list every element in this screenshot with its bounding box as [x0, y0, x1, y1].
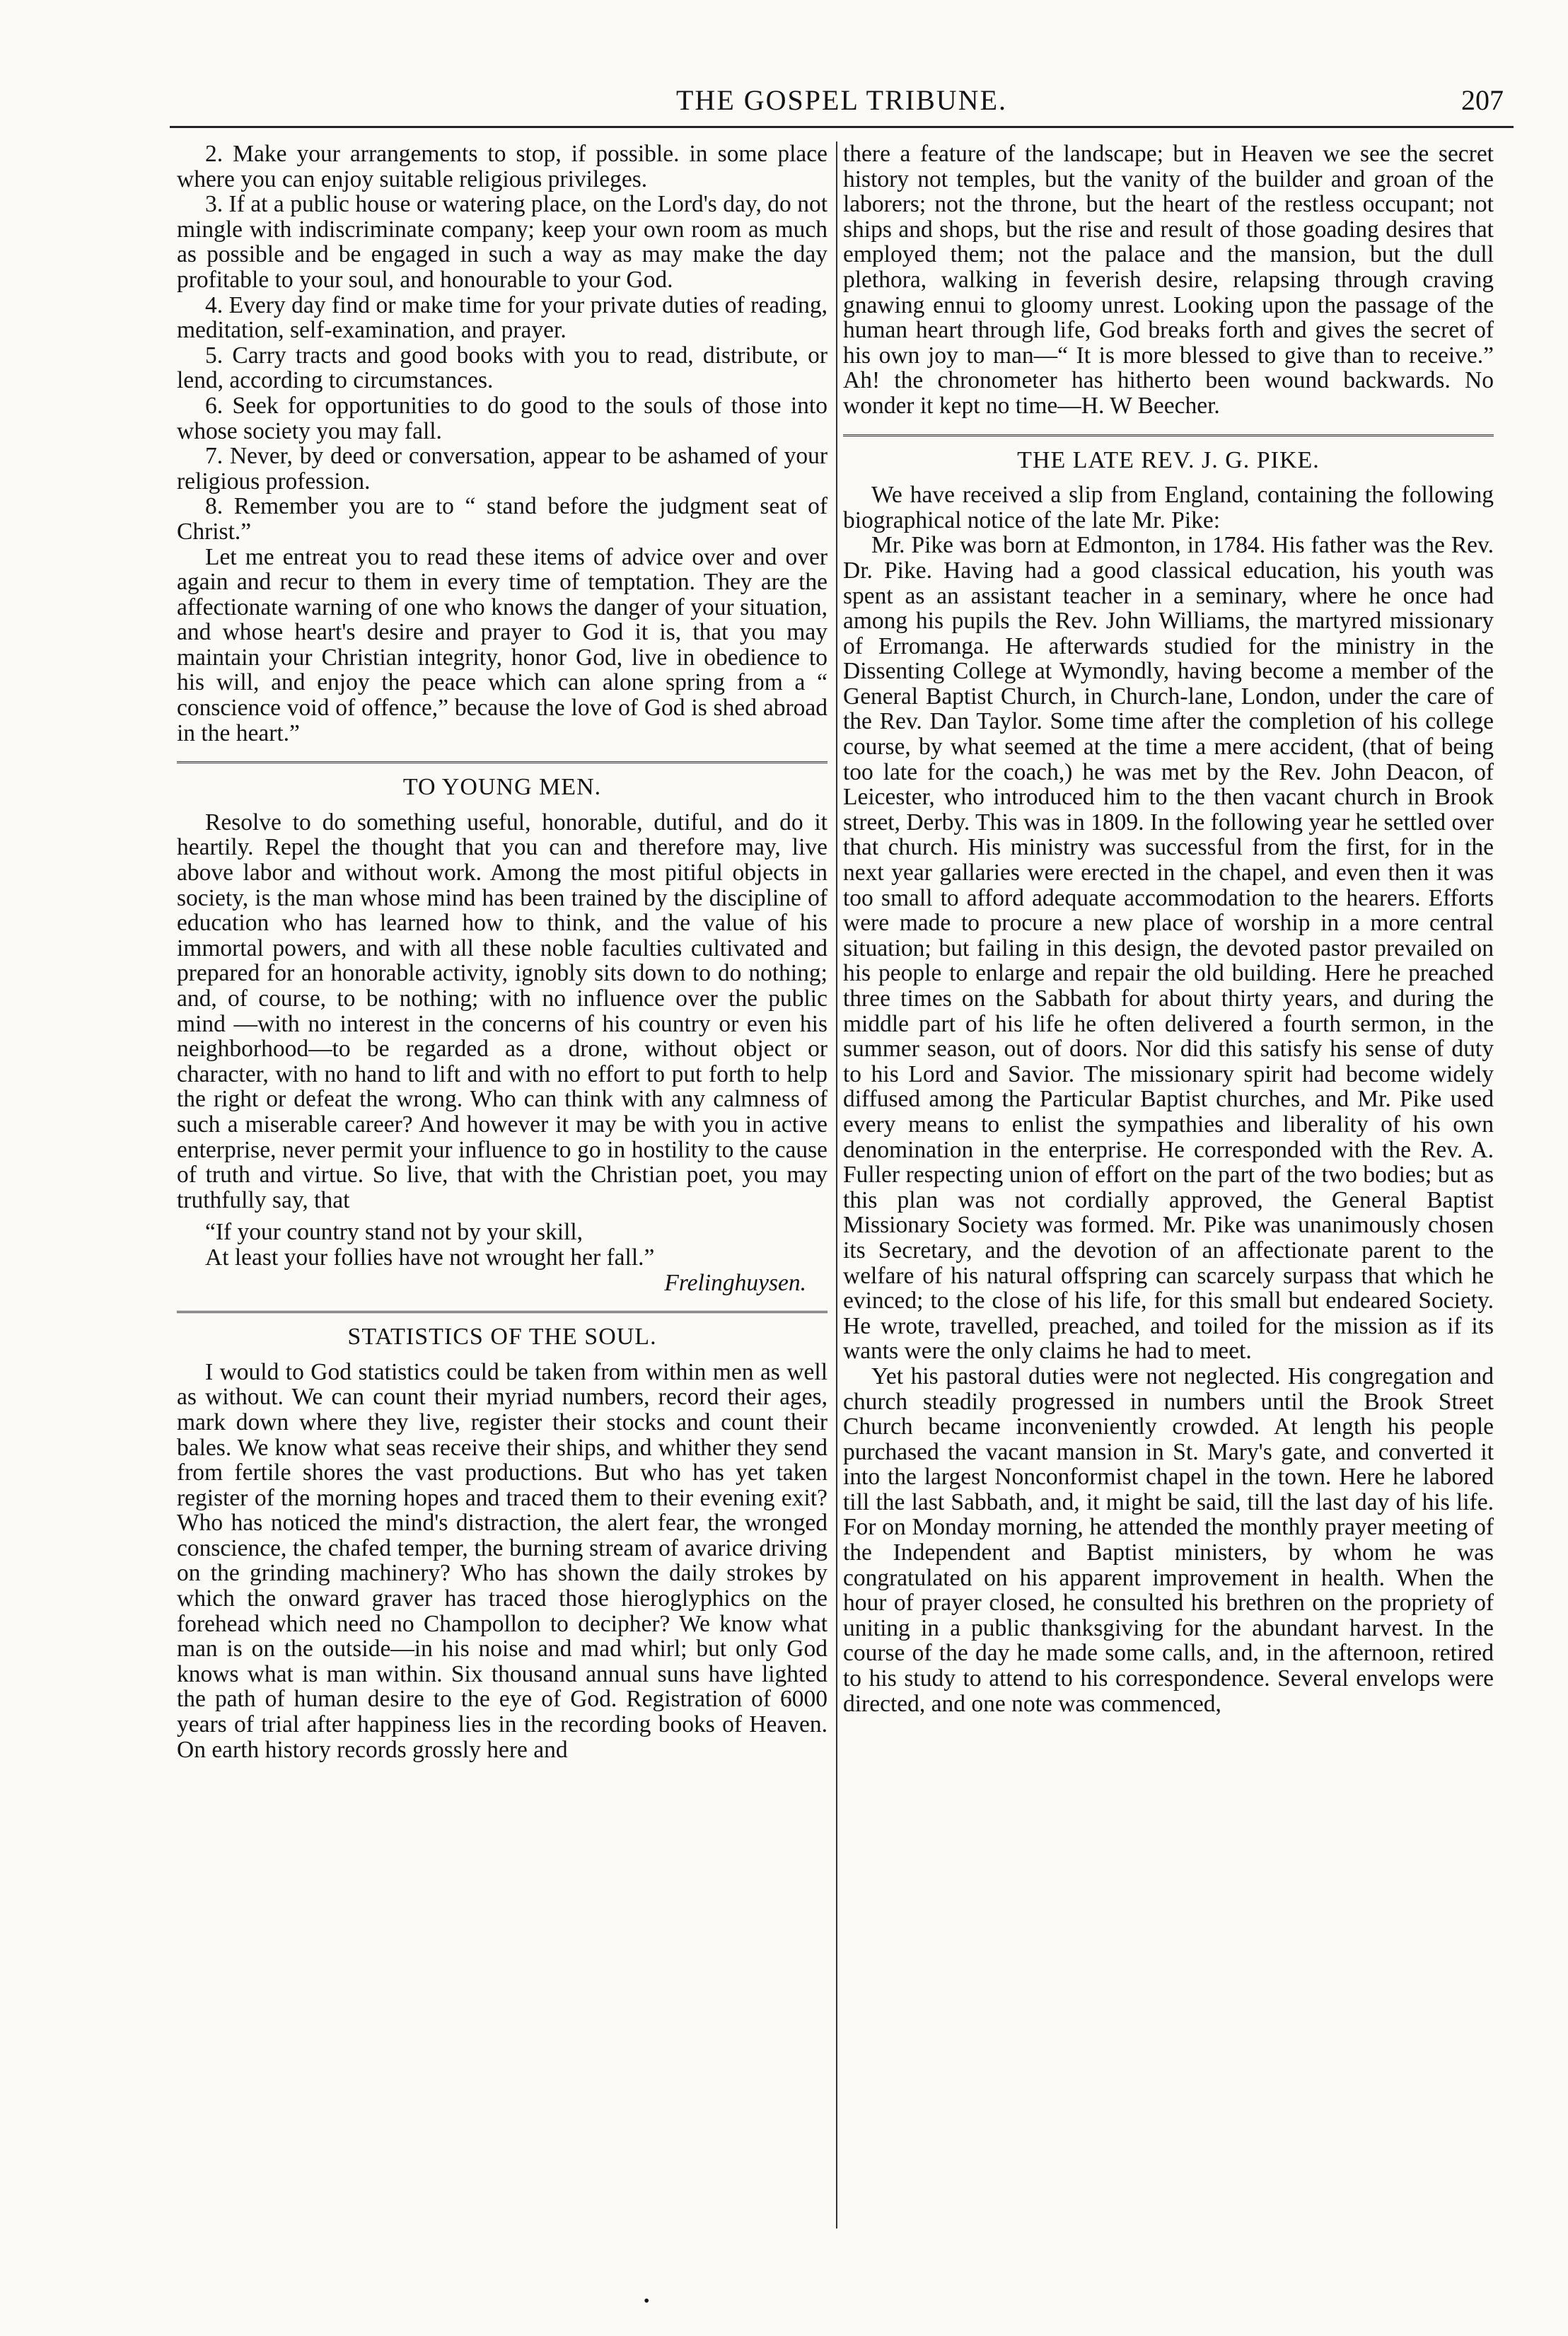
- list-item: 2. Make your arrangements to stop, if possible. in some place where you can enjoy suitable religious privileges.: [177, 141, 827, 192]
- article-body-pike: Mr. Pike was born at Edmonton, in 1784. His father was the Rev. Dr. Pike. Having had a good classical education, his youth was spent as an assistant teacher in a seminary, where he once had among his pupils the Rev. John Williams, the martyred missionary of Erromanga. He afterwards studied for the ministry in the Dissenting College at Wymondly, having become a member of the General Baptist Church, in Church-lane, London, under the care of the Rev. Dan Taylor. Some time after the completion of his college course, by what seemed at the time a mere accident, (that of being too late for the coach,) he was met by the Rev. John Deacon, of Leicester, who introduced him to the then vacant church in Brook street, Derby. This was in 1809. In the following year he settled over that church. His ministry was successful from the first, for in the next year gallaries were erected in the chapel, and even then it was too small to afford adequate accommodation to the hearers. Efforts were made to procure a new place of worship in a more central situation; but failing in this design, the devoted pastor prevailed on his people to enlarge and repair the old building. Here he preached three times on the Sabbath for about thirty years, and during the middle part of his life he often delivered a fourth sermon, in the summer season, out of doors. Nor did this satisfy his sense of duty to his Lord and Savior. The missionary spirit had become widely diffused among the Particular Baptist churches, and Mr. Pike used every means to enlist the sympathies and liberality of his own denomination in the enterprise. He corresponded with the Rev. A. Fuller respecting union of effort on the part of the two bodies; but as this plan was not cordially approved, the General Baptist Missionary Society was formed. Mr. Pike was unanimously chosen its Secretary, and the devotion of an affectionate parent to the welfare of his natural offspring can scarcely surpass that which he evinced; to the close of his life, for this small but endeared Society. He wrote, travelled, preached, and toiled for the mission as if its wants were the only claims he had to meet.: [843, 532, 1494, 1365]
- section-divider: [843, 434, 1494, 436]
- article-title-pike: THE LATE REV. J. G. PIKE.: [1017, 446, 1320, 473]
- closing-paragraph: Let me entreat you to read these items of advice over and over again and recur to them in every time of temptation. They are the affectionate warning of one who knows the danger of your situation, and whose heart's desire and prayer to God it is, that you may maintain your Christian integrity, honor God, live in obedience to his will, and enjoy the peace which can alone spring from a “ conscience void of offence,” because the love of God is shed abroad in the heart.”: [177, 543, 827, 746]
- list-item: 3. If at a public house or watering place, on the Lord's day, do not mingle with indiscriminate company; keep your own room as much as possible and be engaged in such a way as may make the day profitable to your soul, and honourable to your God.: [177, 191, 827, 293]
- article-intro-pike: We have received a slip from England, containing the following biographical notice of the late Mr. Pike:: [843, 482, 1494, 533]
- header-rule: [170, 126, 1514, 128]
- signature-frelinghuysen: Frelinghuysen.: [664, 1269, 806, 1296]
- page-number: 207: [1461, 84, 1504, 116]
- list-item: 7. Never, by deed or conversation, appear to be ashamed of your religious profession.: [177, 443, 827, 495]
- continued-article: there a feature of the landscape; but in Heaven we see the secret history not temples, but the vanity of the builder and groan of the laborers; not the throne, but the heart of the restless occupant; not ships and shops, but the rise and result of those goading desires that employed them; not the palace and the mansion, but the dull plethora, walking in feverish desire, relapsing through craving gnawing ennui to gloomy unrest. Looking upon the passage of the human heart through life, God breaks forth and gives the secret of his own joy to man—“ It is more blessed to give than to receive.” Ah! the chronometer has hitherto been wound backwards. No wonder it kept no time—H. W Beecher.: [843, 141, 1494, 419]
- list-item: 4. Every day find or make time for your private duties of reading, meditation, self-examination, and prayer.: [177, 291, 827, 344]
- ink-dot: •: [644, 2292, 650, 2311]
- article-body-young-men: Resolve to do something useful, honorable, dutiful, and do it heartily. Repel the thought that you can and therefore may, live above labor and without work. Among the most pitiful objects in society, is the man whose mind has been trained by the discipline of education who has learned how to think, and the value of his immortal powers, and with all these noble faculties cultivated and prepared for an honorable activity, ignobly sits down to do nothing; and, of course, to be nothing; with no influence over the public mind —with no interest in the concerns of his country or even his neighborhood—to be regarded as a drone, without object or character, with no hand to lift and with no effort to put forth to help the right or defeat the wrong. Who can think with any calmness of such a miserable career? And however it may be with you in active enterprise, never permit your influence to go in hostility to the cause of truth and virtue. So live, that with the Christian poet, you may truthfully say, that: [177, 809, 827, 1213]
- section-divider: [177, 1311, 827, 1313]
- article-title-young-men: TO YOUNG MEN.: [402, 774, 602, 801]
- article-body-pike: Yet his pastoral duties were not neglected. His congregation and church steadily progressed in numbers until the Brook Street Church became inconveniently crowded. At length his people purchased the vacant mansion in St. Mary's gate, and converted it into the largest Nonconformist chapel in the town. Here he labored till the last Sabbath, and, it might be said, till the last day of his life. For on Monday morning, he attended the monthly prayer meeting of the Independent and Baptist ministers, by whom he was congratulated on his apparent improvement in health. When the hour of prayer closed, he consulted his brethren on the propriety of uniting in a public thanksgiving for the abundant harvest. In the course of the day he made some calls, and, in the afternoon, retired to his study to attend to his correspondence. Several envelops were directed, and one note was commenced,: [843, 1363, 1494, 1717]
- list-item: 8. Remember you are to “ stand before the judgment seat of Christ.”: [177, 493, 827, 545]
- right-column: [843, 141, 1494, 1716]
- article-body-statistics: I would to God statistics could be taken from within men as well as without. We can count their myriad numbers, record their ages, mark down where they live, register their stocks and count their bales. We know what seas receive their ships, and whither they send from fertile shores the vast productions. But who has yet taken register of the morning hopes and traced them to their evening exit? Who has noticed the mind's distraction, the alert fear, the wronged conscience, the chafed temper, the burning stream of avarice driving on the grinding machinery? Who has shown the daily strokes by which the onward graver has traced those hieroglyphics on the forehead which need no Champollon to decipher? We know what man is on the outside—in his noise and mad whirl; but only God knows what is man within. Six thousand annual suns have lighted the path of human desire to the eye of God. Registration of 6000 years of trial after happiness lies in the recording books of Heaven. On earth history records grossly here and: [177, 1358, 827, 1763]
- left-column: [177, 141, 827, 1762]
- article-title-statistics: STATISTICS OF THE SOUL.: [347, 1324, 657, 1351]
- verse-line: “If your country stand not by your skill,: [205, 1219, 583, 1246]
- list-item: 6. Seek for opportunities to do good to the souls of those into whose society you may fall.: [177, 392, 827, 444]
- page-header: [170, 83, 1514, 133]
- list-item: 5. Carry tracts and good books with you to read, distribute, or lend, according to circumstances.: [177, 342, 827, 394]
- verse-line: At least your follies have not wrought her fall.”: [205, 1244, 655, 1271]
- column-divider: [836, 141, 837, 2228]
- section-divider: [177, 761, 827, 763]
- running-title: THE GOSPEL TRIBUNE.: [676, 84, 1007, 116]
- verse-quote: [177, 1220, 827, 1270]
